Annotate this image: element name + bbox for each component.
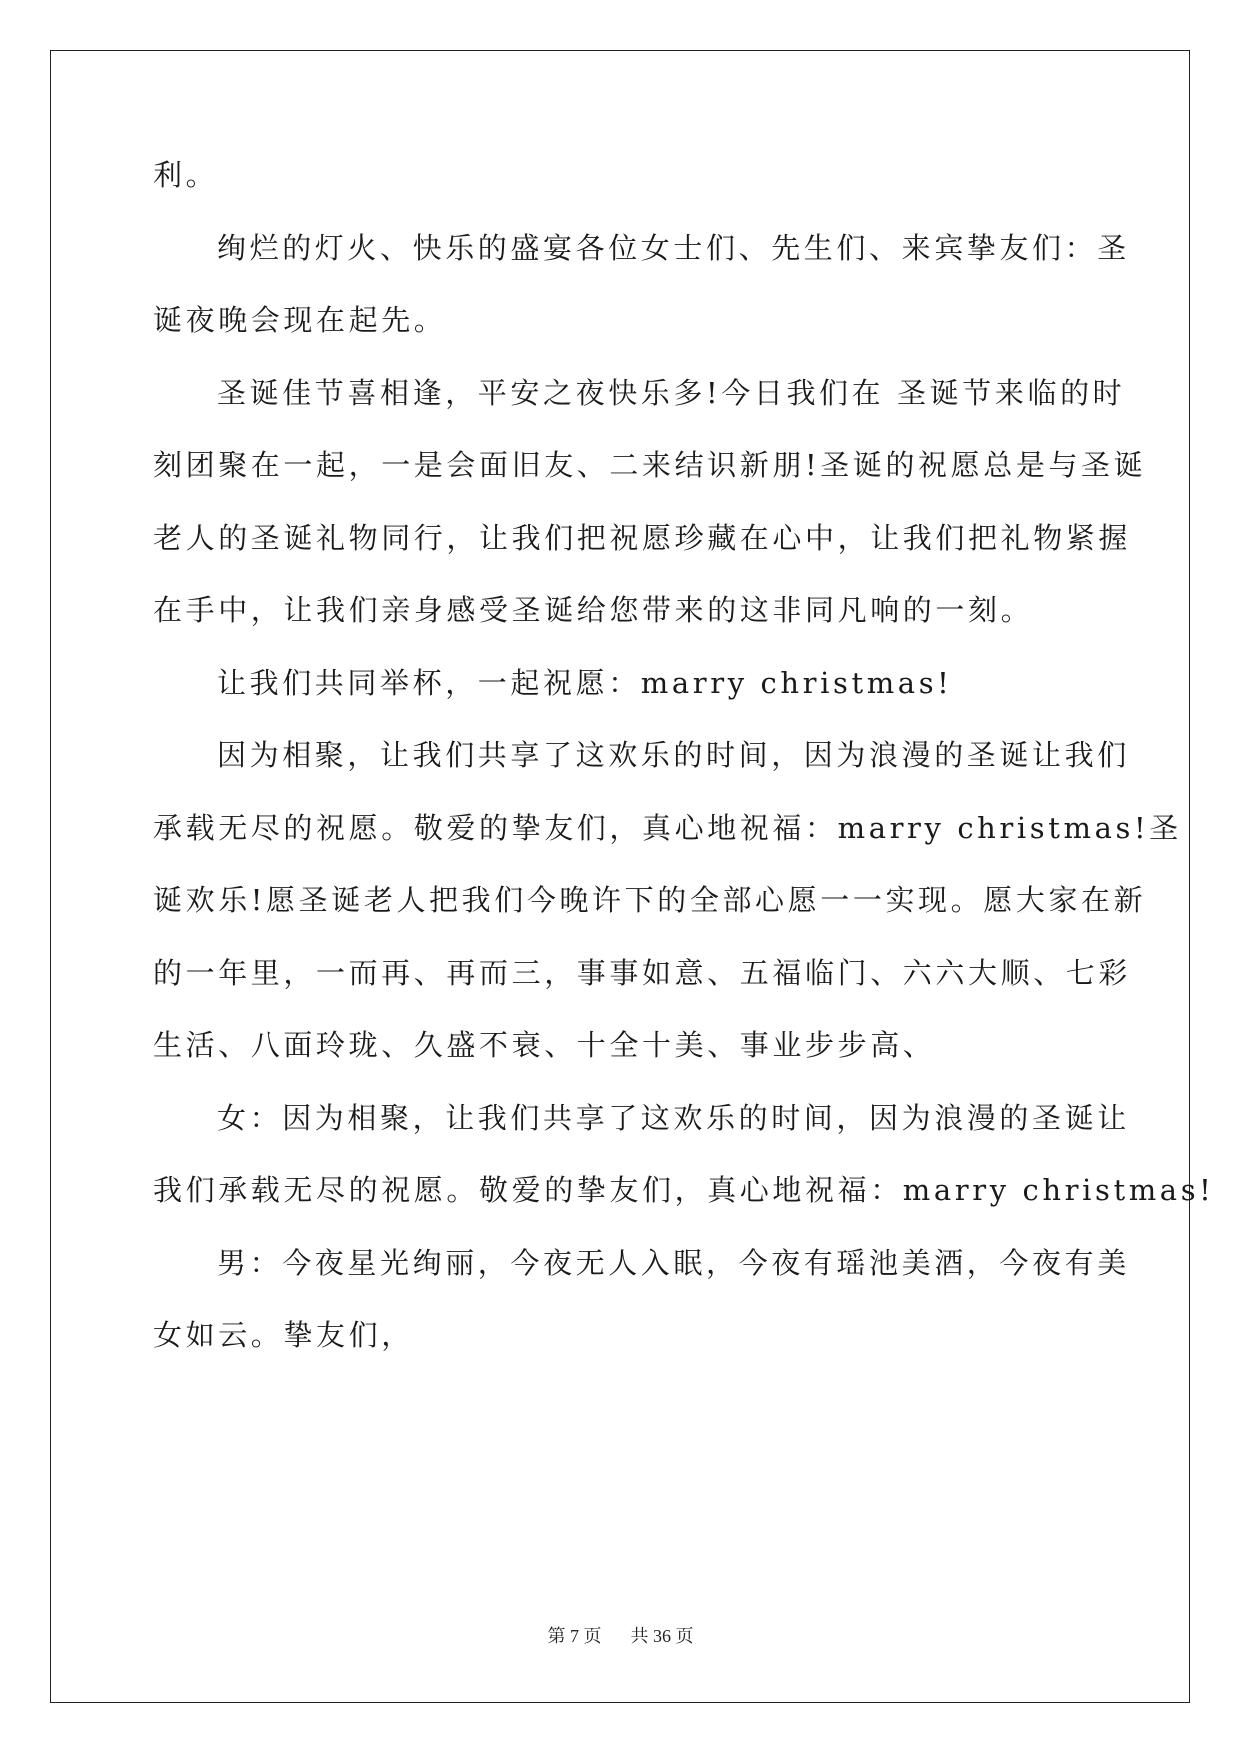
page-number: 第 7 页: [547, 1626, 602, 1646]
text-line: 在手中，让我们亲身感受圣诞给您带来的这非同凡响的一刻。: [153, 593, 1034, 627]
text-line: 我们承载无尽的祝愿。敬爱的挚友们，真心地祝福：marry christmas!: [153, 1173, 1215, 1207]
page-footer: [0, 1622, 1241, 1648]
text-line: 诞夜晚会现在起先。: [153, 303, 447, 337]
page-border: [50, 50, 1190, 1703]
paragraph-line: 绚烂的灯火、快乐的盛宴各位女士们、先生们、来宾挚友们：圣: [217, 231, 1130, 265]
text-line: 生活、八面玲珑、久盛不衰、十全十美、事业步步高、: [153, 1028, 936, 1062]
paragraph-line: 圣诞佳节喜相逢，平安之夜快乐多!今日我们在 圣诞节来临的时: [217, 376, 1126, 410]
text-line: 的一年里，一而再、再而三，事事如意、五福临门、六六大顺、七彩: [153, 956, 1132, 990]
text-line: 诞欢乐!愿圣诞老人把我们今晚许下的全部心愿一一实现。愿大家在新: [153, 883, 1147, 917]
text-line: 承载无尽的祝愿。敬爱的挚友们，真心地祝福：marry christmas!圣: [153, 811, 1182, 845]
text-line: 刻团聚在一起，一是会面旧友、二来结识新朋!圣诞的祝愿总是与圣诞: [153, 448, 1147, 482]
text-line: 女如云。挚友们，: [153, 1318, 414, 1352]
paragraph-line: 因为相聚，让我们共享了这欢乐的时间，因为浪漫的圣诞让我们: [217, 738, 1130, 772]
paragraph-line: 男：今夜星光绚丽，今夜无人入眠，今夜有瑶池美酒，今夜有美: [217, 1246, 1130, 1280]
text-line: 利。: [153, 158, 219, 192]
text-line: 老人的圣诞礼物同行，让我们把祝愿珍藏在心中，让我们把礼物紧握: [153, 521, 1132, 555]
paragraph-line: 让我们共同举杯，一起祝愿：marry christmas!: [217, 666, 953, 700]
page-total: 共 36 页: [630, 1626, 694, 1646]
paragraph-line: 女：因为相聚，让我们共享了这欢乐的时间，因为浪漫的圣诞让: [217, 1101, 1130, 1135]
